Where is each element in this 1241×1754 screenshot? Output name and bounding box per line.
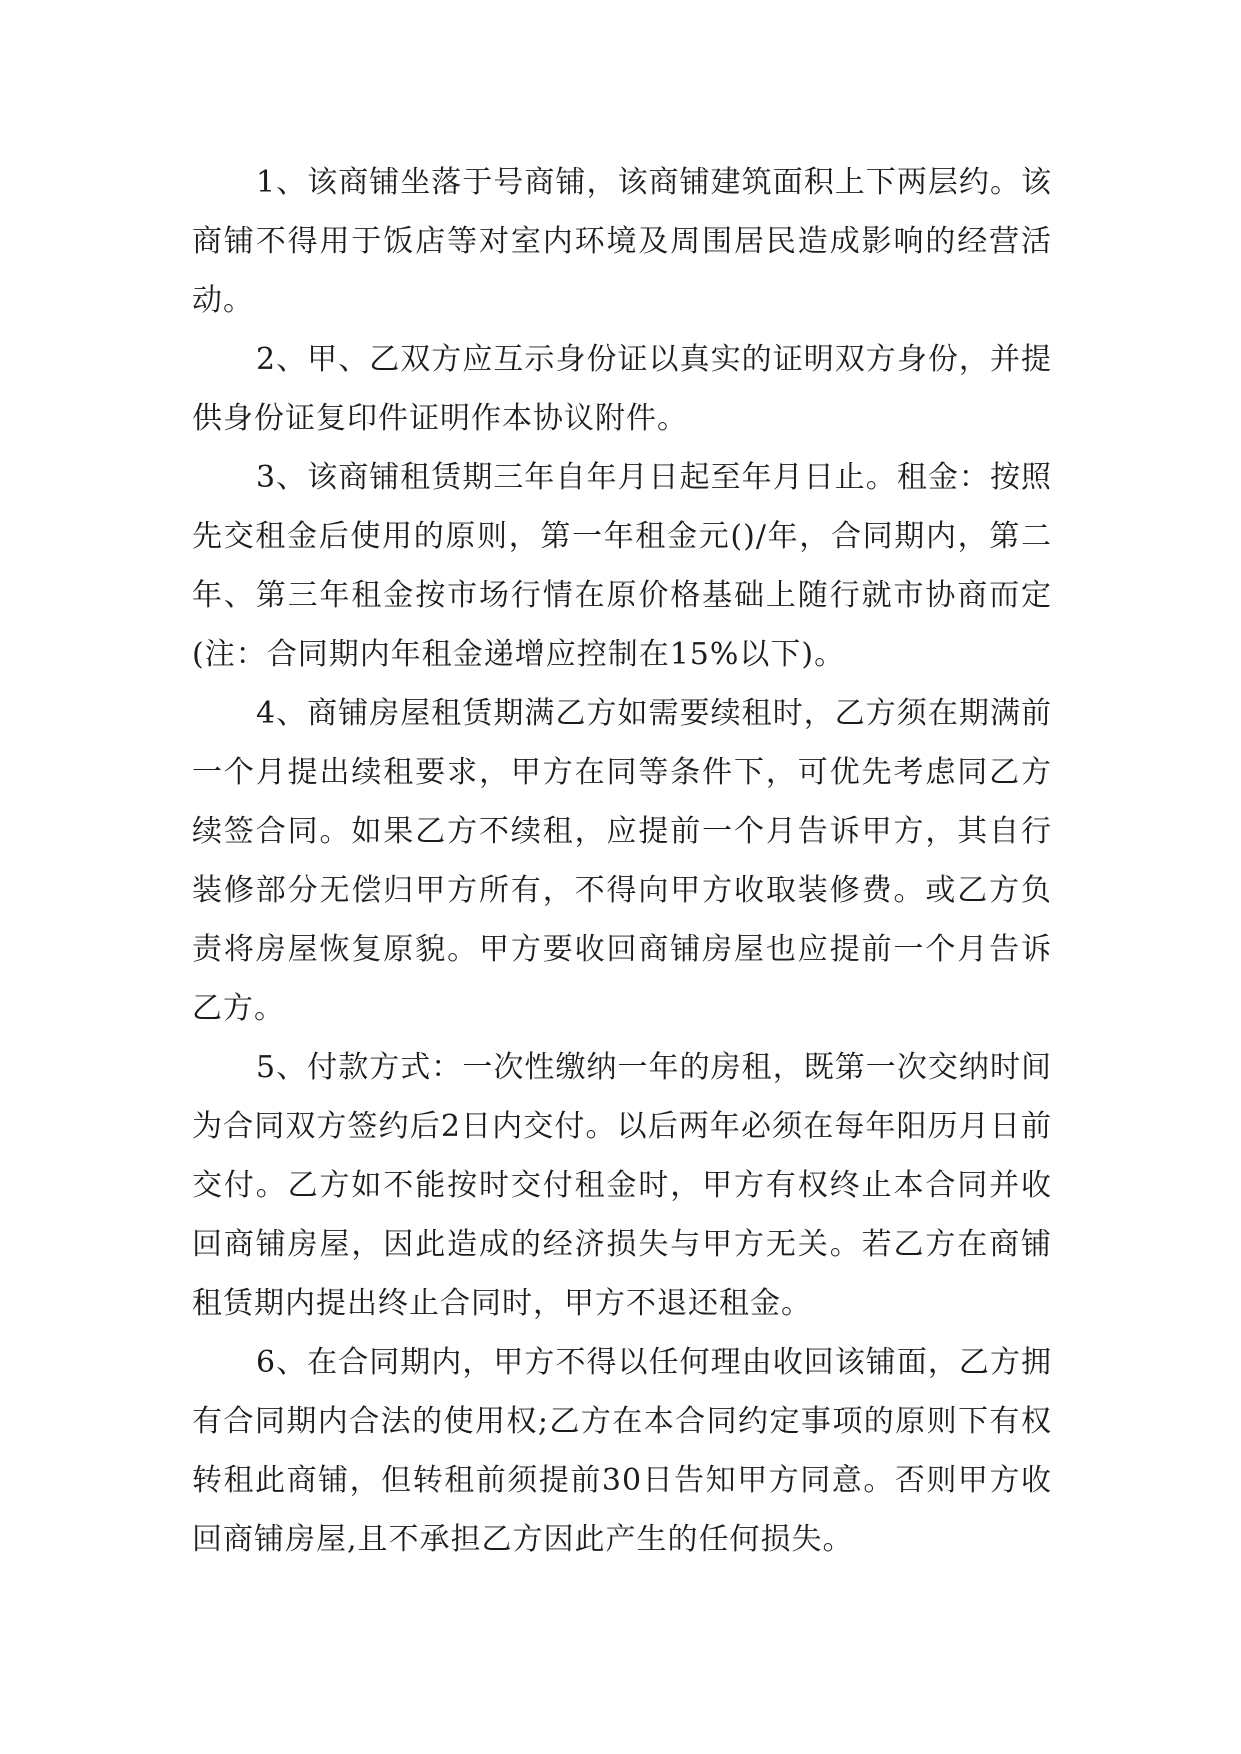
clause-3: 3、该商铺租赁期三年自年月日起至年月日止。租金：按照先交租金后使用的原则，第一年租金元()/年，合同期内，第二年、第三年租金按市场行情在原价格基础上随行就市协商而定(注：合同期内年租金递增应控制在15%以下)。 (192, 460, 1052, 672)
clause-6: 6、在合同期内，甲方不得以任何理由收回该铺面，乙方拥有合同期内合法的使用权;乙方在本合同约定事项的原则下有权转租此商铺，但转租前须提前30日告知甲方同意。否则甲方收回商铺房屋,且不承担乙方因此产生的任何损失。 (192, 1345, 1052, 1557)
clause-4: 4、商铺房屋租赁期满乙方如需要续租时，乙方须在期满前一个月提出续租要求，甲方在同等条件下，可优先考虑同乙方续签合同。如果乙方不续租，应提前一个月告诉甲方，其自行装修部分无偿归甲方所有，不得向甲方收取装修费。或乙方负责将房屋恢复原貌。甲方要收回商铺房屋也应提前一个月告诉乙方。 (192, 696, 1052, 1026)
clause-1: 1、该商铺坐落于号商铺，该商铺建筑面积上下两层约。该商铺不得用于饭店等对室内环境及周围居民造成影响的经营活动。 (192, 165, 1052, 318)
contract-body (192, 153, 1052, 1569)
clause-5: 5、付款方式：一次性缴纳一年的房租，既第一次交纳时间为合同双方签约后2日内交付。以后两年必须在每年阳历月日前交付。乙方如不能按时交付租金时，甲方有权终止本合同并收回商铺房屋，因此造成的经济损失与甲方无关。若乙方在商铺租赁期内提出终止合同时，甲方不退还租金。 (192, 1050, 1052, 1321)
clause-2: 2、甲、乙双方应互示身份证以真实的证明双方身份，并提供身份证复印件证明作本协议附件。 (192, 342, 1052, 436)
